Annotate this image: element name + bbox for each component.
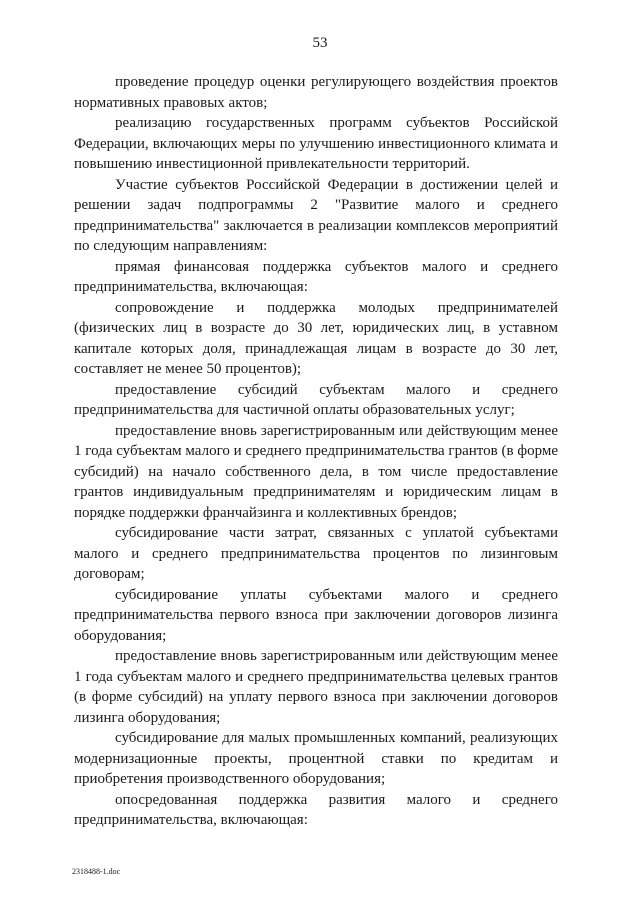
paragraph-leasing-first-payment-subsidy: субсидирование уплаты субъектами малого и среднего предпринимательства первого взноса при заключении договоров лизинга оборудования; xyxy=(74,586,558,644)
page-number: 53 xyxy=(312,35,328,51)
paragraph-state-programs: реализацию государственных программ субъектов Российской Федерации, включающих меры по улучшению инвестиционного климата и повышению инвестиционной привлекательности территорий. xyxy=(74,115,558,172)
paragraph-direct-financial-support: прямая финансовая поддержка субъектов малого и среднего предпринимательства, включающая: xyxy=(74,258,558,295)
paragraph-education-subsidies: предоставление субсидий субъектам малого и среднего предпринимательства для частичной оплаты образовательных услуг; xyxy=(74,381,558,418)
footer-file-reference: 2318488-1.doc xyxy=(72,867,121,876)
paragraph-subprogram-2-participation: Участие субъектов Российской Федерации в достижении целей и решении задач подпрограммы 2 "Развитие малого и среднего предпринимательства" заключается в реализации комплексов мероприятий по следующим направлениям: xyxy=(74,176,558,254)
paragraph-targeted-leasing-grants: предоставление вновь зарегистрированным или действующим менее 1 года субъектам малого и среднего предпринимательства целевых грантов (в форме субсидий) на уплату первого взноса при заключении договоров лизинга оборудования; xyxy=(74,648,558,726)
paragraph-startup-grants: предоставление вновь зарегистрированным или действующим менее 1 года субъектам малого и среднего предпринимательства грантов (в форме субсидий) на начало собственного дела, в том числе предоставление грантов индивидуальным предпринимателям и юридическим лицам в порядке поддержки франчайзинга и коллективных брендов; xyxy=(74,422,558,521)
paragraph-leasing-interest-subsidy: субсидирование части затрат, связанных с уплатой субъектами малого и среднего предпринимательства процентов по лизинговым договорам; xyxy=(74,525,558,582)
document-body xyxy=(74,72,558,831)
paragraph-indirect-support: опосредованная поддержка развития малого и среднего предпринимательства, включающая: xyxy=(74,791,558,828)
paragraph-industrial-modernization-subsidy: субсидирование для малых промышленных компаний, реализующих модернизационные проекты, процентной ставки по кредитам и приобретения производственного оборудования; xyxy=(74,730,558,787)
paragraph-ria-procedures: проведение процедур оценки регулирующего воздействия проектов нормативных правовых актов; xyxy=(74,74,558,111)
paragraph-young-entrepreneurs: сопровождение и поддержка молодых предпринимателей (физических лиц в возрасте до 30 лет, юридических лиц, в уставном капитале которых доля, принадлежащая лицам в возрасте до 30 лет, составляет не менее 50 процентов); xyxy=(74,299,558,377)
